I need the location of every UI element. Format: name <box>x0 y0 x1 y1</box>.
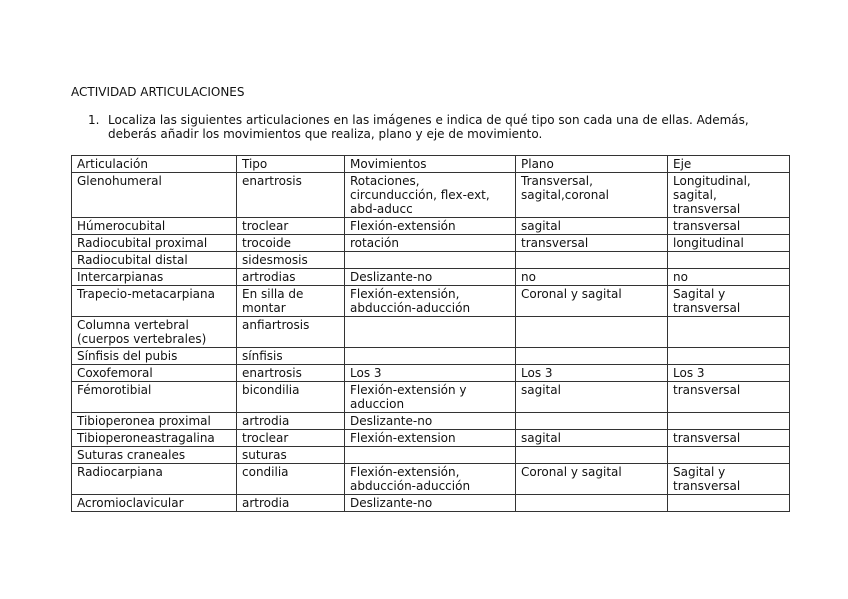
table-cell-eje: Los 3 <box>668 365 790 382</box>
table-row <box>72 464 790 495</box>
table-cell-tipo: artrodias <box>237 269 345 286</box>
table-body <box>72 156 790 512</box>
table-cell-plano <box>516 413 668 430</box>
table-cell-eje <box>668 495 790 512</box>
table-cell-eje <box>668 413 790 430</box>
instruction-item <box>88 113 768 141</box>
table-cell-tipo: condilia <box>237 464 345 495</box>
table-cell-articulacion: Coxofemoral <box>72 365 237 382</box>
table-cell-plano <box>516 348 668 365</box>
document-title: ACTIVIDAD ARTICULACIONES <box>71 85 245 99</box>
table-cell-eje <box>668 317 790 348</box>
table-cell-movimientos: Flexión-extensión <box>345 218 516 235</box>
header-cell-tipo: Tipo <box>237 156 345 173</box>
table-cell-movimientos: Deslizante-no <box>345 495 516 512</box>
table-cell-plano <box>516 447 668 464</box>
table-cell-articulacion: Fémorotibial <box>72 382 237 413</box>
table-cell-plano: Coronal y sagital <box>516 464 668 495</box>
table-row <box>72 365 790 382</box>
table-cell-movimientos: rotación <box>345 235 516 252</box>
header-cell-movimientos: Movimientos <box>345 156 516 173</box>
table-cell-articulacion: Radiocubital distal <box>72 252 237 269</box>
table-cell-articulacion: Trapecio-metacarpiana <box>72 286 237 317</box>
table-cell-tipo: troclear <box>237 430 345 447</box>
table-row <box>72 495 790 512</box>
table-row <box>72 218 790 235</box>
table-cell-eje <box>668 447 790 464</box>
table-cell-plano: sagital <box>516 218 668 235</box>
table-cell-movimientos: Flexión-extensión, abducción-aducción <box>345 286 516 317</box>
table-cell-tipo: bicondilia <box>237 382 345 413</box>
header-cell-eje: Eje <box>668 156 790 173</box>
table-row <box>72 173 790 218</box>
table-cell-plano <box>516 317 668 348</box>
table-cell-movimientos <box>345 348 516 365</box>
table-cell-articulacion: Columna vertebral (cuerpos vertebrales) <box>72 317 237 348</box>
table-cell-articulacion: Radiocubital proximal <box>72 235 237 252</box>
table-cell-tipo: enartrosis <box>237 173 345 218</box>
table-cell-eje <box>668 252 790 269</box>
table-cell-tipo: artrodia <box>237 495 345 512</box>
header-cell-plano: Plano <box>516 156 668 173</box>
table-cell-movimientos: Deslizante-no <box>345 269 516 286</box>
table-row <box>72 235 790 252</box>
table-cell-plano: transversal <box>516 235 668 252</box>
table-cell-articulacion: Sínfisis del pubis <box>72 348 237 365</box>
table-header-row <box>72 156 790 173</box>
table-cell-movimientos <box>345 317 516 348</box>
table-cell-articulacion: Intercarpianas <box>72 269 237 286</box>
table-cell-tipo: sidesmosis <box>237 252 345 269</box>
table-cell-eje: transversal <box>668 382 790 413</box>
table-cell-tipo: anfiartrosis <box>237 317 345 348</box>
table-cell-movimientos <box>345 447 516 464</box>
table-cell-articulacion: Glenohumeral <box>72 173 237 218</box>
table-cell-plano: Transversal, sagital,coronal <box>516 173 668 218</box>
table-cell-movimientos: Deslizante-no <box>345 413 516 430</box>
table-row <box>72 348 790 365</box>
table-cell-eje: longitudinal <box>668 235 790 252</box>
table-row <box>72 413 790 430</box>
table-cell-movimientos: Flexión-extensión y aduccion <box>345 382 516 413</box>
table-cell-movimientos: Flexión-extensión, abducción-aducción <box>345 464 516 495</box>
table-cell-plano: Los 3 <box>516 365 668 382</box>
table-cell-tipo: artrodia <box>237 413 345 430</box>
table-row <box>72 382 790 413</box>
table-cell-eje: transversal <box>668 430 790 447</box>
table-cell-movimientos: Los 3 <box>345 365 516 382</box>
articulations-table <box>71 155 790 512</box>
table-cell-eje: Sagital y transversal <box>668 286 790 317</box>
table-cell-movimientos <box>345 252 516 269</box>
table-cell-plano: sagital <box>516 382 668 413</box>
table-cell-movimientos: Rotaciones, circunducción, flex-ext, abd-aducc <box>345 173 516 218</box>
table-row <box>72 430 790 447</box>
table-row <box>72 252 790 269</box>
table-cell-eje <box>668 348 790 365</box>
table-row <box>72 286 790 317</box>
table-cell-articulacion: Tibioperonea proximal <box>72 413 237 430</box>
table-cell-tipo: trocoide <box>237 235 345 252</box>
table-cell-plano: sagital <box>516 430 668 447</box>
table-cell-tipo: En silla de montar <box>237 286 345 317</box>
table-cell-eje: transversal <box>668 218 790 235</box>
table-cell-eje: Sagital y transversal <box>668 464 790 495</box>
table-cell-tipo: suturas <box>237 447 345 464</box>
table-row <box>72 269 790 286</box>
table-cell-articulacion: Radiocarpiana <box>72 464 237 495</box>
table-cell-eje: no <box>668 269 790 286</box>
table-cell-articulacion: Húmerocubital <box>72 218 237 235</box>
table-cell-tipo: sínfisis <box>237 348 345 365</box>
table-cell-plano: Coronal y sagital <box>516 286 668 317</box>
table-cell-plano <box>516 252 668 269</box>
table-cell-plano <box>516 495 668 512</box>
header-cell-articulacion: Articulación <box>72 156 237 173</box>
table-row <box>72 447 790 464</box>
table-cell-movimientos: Flexión-extension <box>345 430 516 447</box>
table-cell-articulacion: Tibioperoneastragalina <box>72 430 237 447</box>
table-cell-eje: Longitudinal, sagital, transversal <box>668 173 790 218</box>
table-cell-articulacion: Acromioclavicular <box>72 495 237 512</box>
instruction-number: 1. <box>88 113 100 127</box>
table-cell-plano: no <box>516 269 668 286</box>
table-cell-tipo: enartrosis <box>237 365 345 382</box>
table-cell-tipo: troclear <box>237 218 345 235</box>
instruction-text: Localiza las siguientes articulaciones en las imágenes e indica de qué tipo son cada una de ellas. Además, deberás añadir los movimientos que realiza, plano y eje de movimiento. <box>108 113 749 141</box>
table-cell-articulacion: Suturas craneales <box>72 447 237 464</box>
table-row <box>72 317 790 348</box>
